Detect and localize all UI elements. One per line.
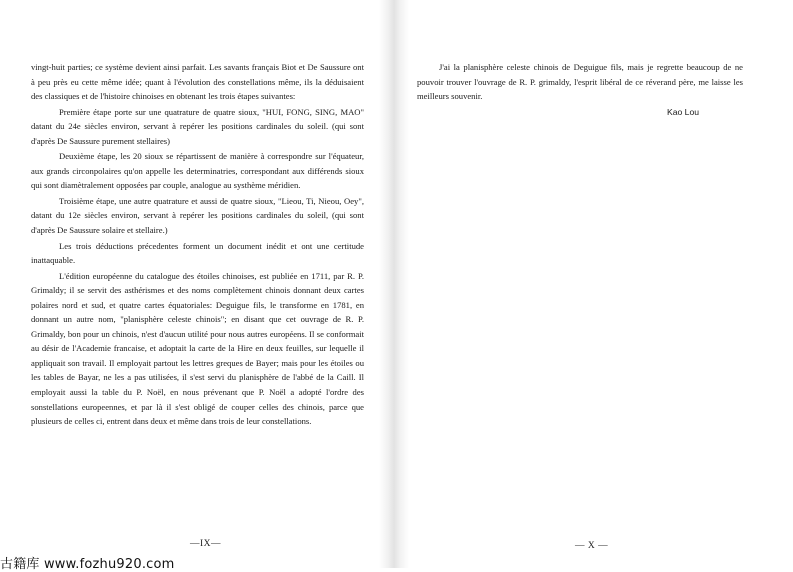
paragraph: Les trois déductions précedentes forment un document inédit et ont une certitude inattaquable. bbox=[31, 240, 364, 266]
paragraph: Première étape porte sur une quatrature de quatre sioux, "HUI, FONG, SING, MAO" datant du 24e siècles environ, servant à repérer les positions cardinales du soleil. (qui sont d'après De Saussure purement stellaires) bbox=[31, 106, 364, 146]
author-signature: Kao Lou bbox=[667, 107, 700, 117]
page-number: —IX— bbox=[190, 539, 222, 549]
page-number: — X — bbox=[575, 541, 609, 551]
watermark-prefix: 古籍库 bbox=[0, 557, 44, 572]
paragraph: vingt-huit parties; ce système devient ainsi parfait. Les savants français Biot et De Saussure ont à peu près eu cette même idée; quant à l'évolution des constellations même, ils la déduisaient des classiques et de l'histoire chinoises en obtenant les trois étapes suivantes: bbox=[31, 62, 364, 102]
paragraph: Deuxième étape, les 20 sioux se répartissent de manière à correspondre sur l'équateur, aux grands circonpolaires qu'on appelle les determinatries, correspondant aux différends sioux qui sont diamètralement opposées par couple, analogue au systhème méridien. bbox=[31, 151, 364, 191]
watermark bbox=[0, 553, 175, 572]
paragraph: J'ai la planisphère celeste chinois de Deguigue fils, mais je regrette beaucoup de ne pouvoir trouver l'ouvrage de R. P. grimaldy, l'esprit libéral de ce réverand père, me laisse les meilleurs souvenir. bbox=[417, 62, 743, 102]
watermark-site-b: 920 bbox=[116, 557, 142, 572]
right-page-body bbox=[417, 60, 743, 104]
right-page bbox=[409, 0, 793, 568]
left-page bbox=[0, 0, 379, 568]
watermark-site-a: www.fozhu bbox=[43, 557, 117, 572]
page-gutter bbox=[379, 0, 409, 568]
paragraph: Troisième étape, une autre quatrature et aussi de quatre sioux, "Lieou, Ti, Nieou, Oey", datant du 12e siècles environ, servant à repérer les positions cardinales du soleil, (qui sont d'après De Saussure solaire et stellaire.) bbox=[31, 195, 364, 236]
left-page-body bbox=[31, 60, 364, 429]
paragraph: L'édition européenne du catalogue des étoiles chinoises, est publiée en 1711, par R. P. Grimaldy; il se servit des asthérismes et des noms complètement chinois donnant deux cartes polaires nord et sud, et quatre cartes équatoriales: Deguigue fils, le transforme en 1781, en donnant un autre nom, "planisphère celeste chinois"; en disant que cet ouvrage de R. P. Grimaldy, bon pour un chinois, n'est d'aucun utilité pour nous autres européens. Il se conformait au désir de l'Academie francaise, et adoptait la carte de la Hire en deux feuilles, sur lequelle il appliquait son travail. Il employait partout les lettres greques de Bayer; mais pour les étoiles ou les tables de Bayar, ne les a pas utilisées, il s'est servi du planisphère de l'abbé de la Caill. Il employait aussi la table du P. Noël, en nous prévenant que P. Noël a adopté l'ordre des sonstellations europeennes, et par là il s'est obligé de couper celles des chinois, parce que plusieurs de celles ci, entrent dans deux et même dans trois de leur constellations. bbox=[31, 270, 364, 427]
watermark-site-c: .com bbox=[141, 557, 175, 572]
